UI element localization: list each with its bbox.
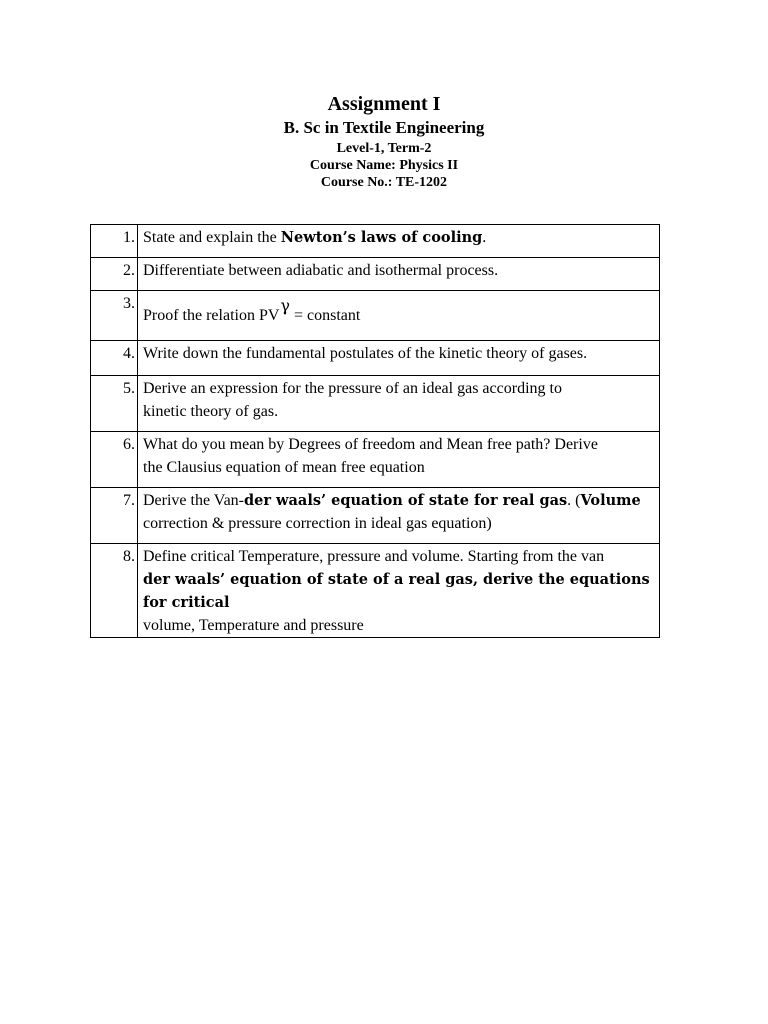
- bold-phrase: der waals’ equation of state for real gas: [244, 492, 568, 509]
- bold-phrase: Volume: [580, 492, 641, 509]
- course-number: Course No.: TE-1202: [320, 175, 448, 190]
- question-row-8: [91, 544, 660, 638]
- question-row-5: [91, 376, 660, 432]
- gamma-superscript: γ: [280, 296, 290, 315]
- level-term: Level-1, Term-2: [336, 141, 432, 156]
- question-row-3: [91, 291, 660, 341]
- question-row-6: [91, 432, 660, 488]
- question-number: 3.: [91, 291, 138, 341]
- course-name: Course Name: Physics II: [309, 158, 459, 173]
- questions-table: [90, 224, 660, 638]
- question-number: 6.: [91, 432, 138, 488]
- degree-name: B. Sc in Textile Engineering: [283, 118, 485, 137]
- question-text: What do you mean by Degrees of freedom and Mean free path? Derive the Clausius equation of mean free equation: [138, 432, 660, 488]
- question-number: 4.: [91, 341, 138, 376]
- question-number: 2.: [91, 258, 138, 291]
- question-number: 5.: [91, 376, 138, 432]
- question-row-7: [91, 488, 660, 544]
- question-number: 8.: [91, 544, 138, 638]
- question-text: Derive an expression for the pressure of an ideal gas according to kinetic theory of gas.: [138, 376, 660, 432]
- question-row-1: [91, 225, 660, 258]
- bold-phrase: Newton’s laws of cooling: [280, 229, 483, 246]
- question-row-4: [91, 341, 660, 376]
- document-header: [0, 92, 768, 191]
- bold-phrase: der waals’ equation of state of a real gas, derive the equations for critical: [143, 571, 650, 611]
- question-text: Proof the relation PVγ = constant: [138, 291, 660, 341]
- assignment-title: Assignment I: [327, 93, 441, 115]
- question-row-2: [91, 258, 660, 291]
- question-text: Differentiate between adiabatic and isothermal process.: [138, 258, 660, 291]
- question-number: 1.: [91, 225, 138, 258]
- question-text: State and explain the Newton’s laws of cooling.: [138, 225, 660, 258]
- question-text: Derive the Van-der waals’ equation of state for real gas. (Volume correction & pressure correction in ideal gas equation): [138, 488, 660, 544]
- question-number: 7.: [91, 488, 138, 544]
- question-text: Write down the fundamental postulates of the kinetic theory of gases.: [138, 341, 660, 376]
- question-text: Define critical Temperature, pressure and volume. Starting from the van der waals’ equation of state of a real gas, derive the equations for critical volume, Temperature and pressure: [138, 544, 660, 638]
